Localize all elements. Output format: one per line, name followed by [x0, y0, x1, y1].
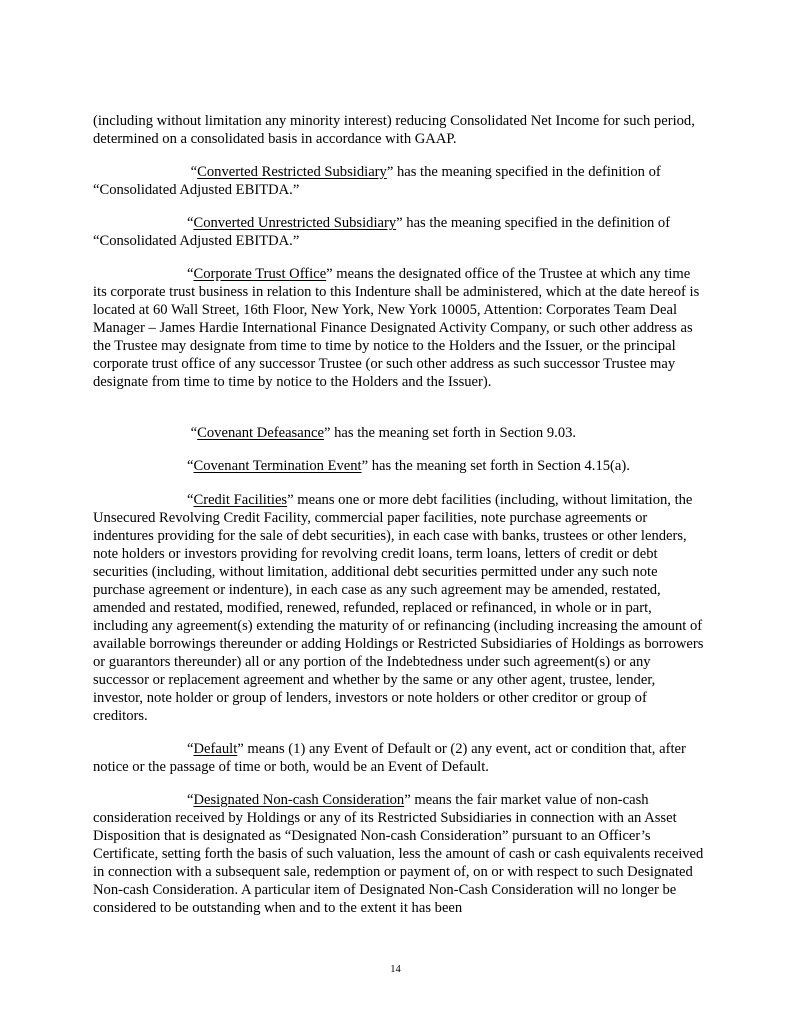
definition-converted-restricted-subsidiary: [93, 163, 705, 199]
defined-term: Credit Facilities: [193, 492, 288, 508]
open-quote: “: [187, 492, 194, 508]
defined-term: Default: [193, 741, 238, 757]
paragraph-consolidated-continuation: [93, 112, 705, 148]
definition-text: ” has the meaning specified in the definition of “Consolidated Adjusted EBITDA.”: [93, 215, 671, 249]
definition-credit-facilities: [93, 491, 705, 725]
open-quote: “: [187, 215, 194, 231]
definition-default: [93, 740, 705, 776]
definition-corporate-trust-office: [93, 265, 705, 391]
defined-term: Converted Restricted Subsidiary: [197, 164, 387, 180]
defined-term: Designated Non-cash Consideration: [193, 792, 405, 808]
open-quote: “: [187, 425, 198, 441]
open-quote: “: [187, 458, 194, 474]
open-quote: “: [187, 266, 194, 282]
paragraph-body: (including without limitation any minority interest) reducing Consolidated Net Income for such period, determined on a consolidated basis in accordance with GAAP.: [93, 113, 695, 147]
definition-covenant-defeasance: [93, 424, 705, 442]
open-quote: “: [187, 792, 194, 808]
definition-text: ” means the designated office of the Trustee at which any time its corporate trust business in relation to this Indenture shall be administered, which at the date hereof is located at 60 Wall Street, 16th Floor, New York, New York 10005, Attention: Corporates Team Deal Manager – James Hardie International Finance Designated Activity Company, or such other address as the Trustee may designate from time to time by notice to the Holders and the Issuer, or the principal corporate trust office of any successor Trustee (or such other address as such successor Trustee may designate from time to time by notice to the Holders and the Issuer).: [93, 266, 700, 390]
open-quote: “: [187, 741, 194, 757]
defined-term: Covenant Defeasance: [197, 425, 324, 441]
definition-text: ” has the meaning specified in the definition of “Consolidated Adjusted EBITDA.”: [93, 164, 661, 198]
defined-term: Converted Unrestricted Subsidiary: [193, 215, 397, 231]
definition-text: ” has the meaning set forth in Section 4.15(a).: [361, 458, 630, 474]
definition-text: ” means (1) any Event of Default or (2) any event, act or condition that, after notice or the passage of time or both, would be an Event of Default.: [93, 741, 686, 775]
definition-text: ” means one or more debt facilities (including, without limitation, the Unsecured Revolving Credit Facility, commercial paper facilities, note purchase agreements or indentures providing for the sale of debt securities), in each case with banks, trustees or other lenders, note holders or investors providing for revolving credit loans, term loans, letters of credit or debt securities (including, without limitation, additional debt securities permitted under any such note purchase agreement or indenture), in each case as any such agreement may be amended, restated, amended and restated, modified, renewed, refunded, replaced or refinanced, in whole or in part, including any agreement(s) extending the maturity of or refinancing (including increasing the amount of available borrowings thereunder or adding Holdings or Restricted Subsidiaries of Holdings as borrowers or guarantors thereunder) all or any portion of the Indebtedness under such agreement(s) or any successor or replacement agreement and whether by the same or any other agent, trustee, lender, investor, note holder or group of lenders, investors or note holders or other creditor or group of creditors.: [93, 492, 704, 724]
definition-designated-non-cash-consideration: [93, 791, 705, 917]
definition-covenant-termination-event: [93, 457, 705, 475]
page-number: 14: [390, 964, 401, 975]
definition-text: ” means the fair market value of non-cash consideration received by Holdings or any of its Restricted Subsidiaries in connection with an Asset Disposition that is designated as “Designated Non-cash Consideration” pursuant to an Officer’s Certificate, setting forth the basis of such valuation, less the amount of cash or cash equivalents received in connection with a subsequent sale, redemption or payment of, on or with respect to such Designated Non-cash Consideration. A particular item of Designated Non-Cash Consideration will no longer be considered to be outstanding when and to the extent it has been: [93, 792, 704, 916]
defined-term: Corporate Trust Office: [193, 266, 327, 282]
open-quote: “: [187, 164, 198, 180]
defined-term: Covenant Termination Event: [193, 458, 362, 474]
definition-converted-unrestricted-subsidiary: [93, 214, 705, 250]
definition-text: ” has the meaning set forth in Section 9.03.: [323, 425, 577, 441]
